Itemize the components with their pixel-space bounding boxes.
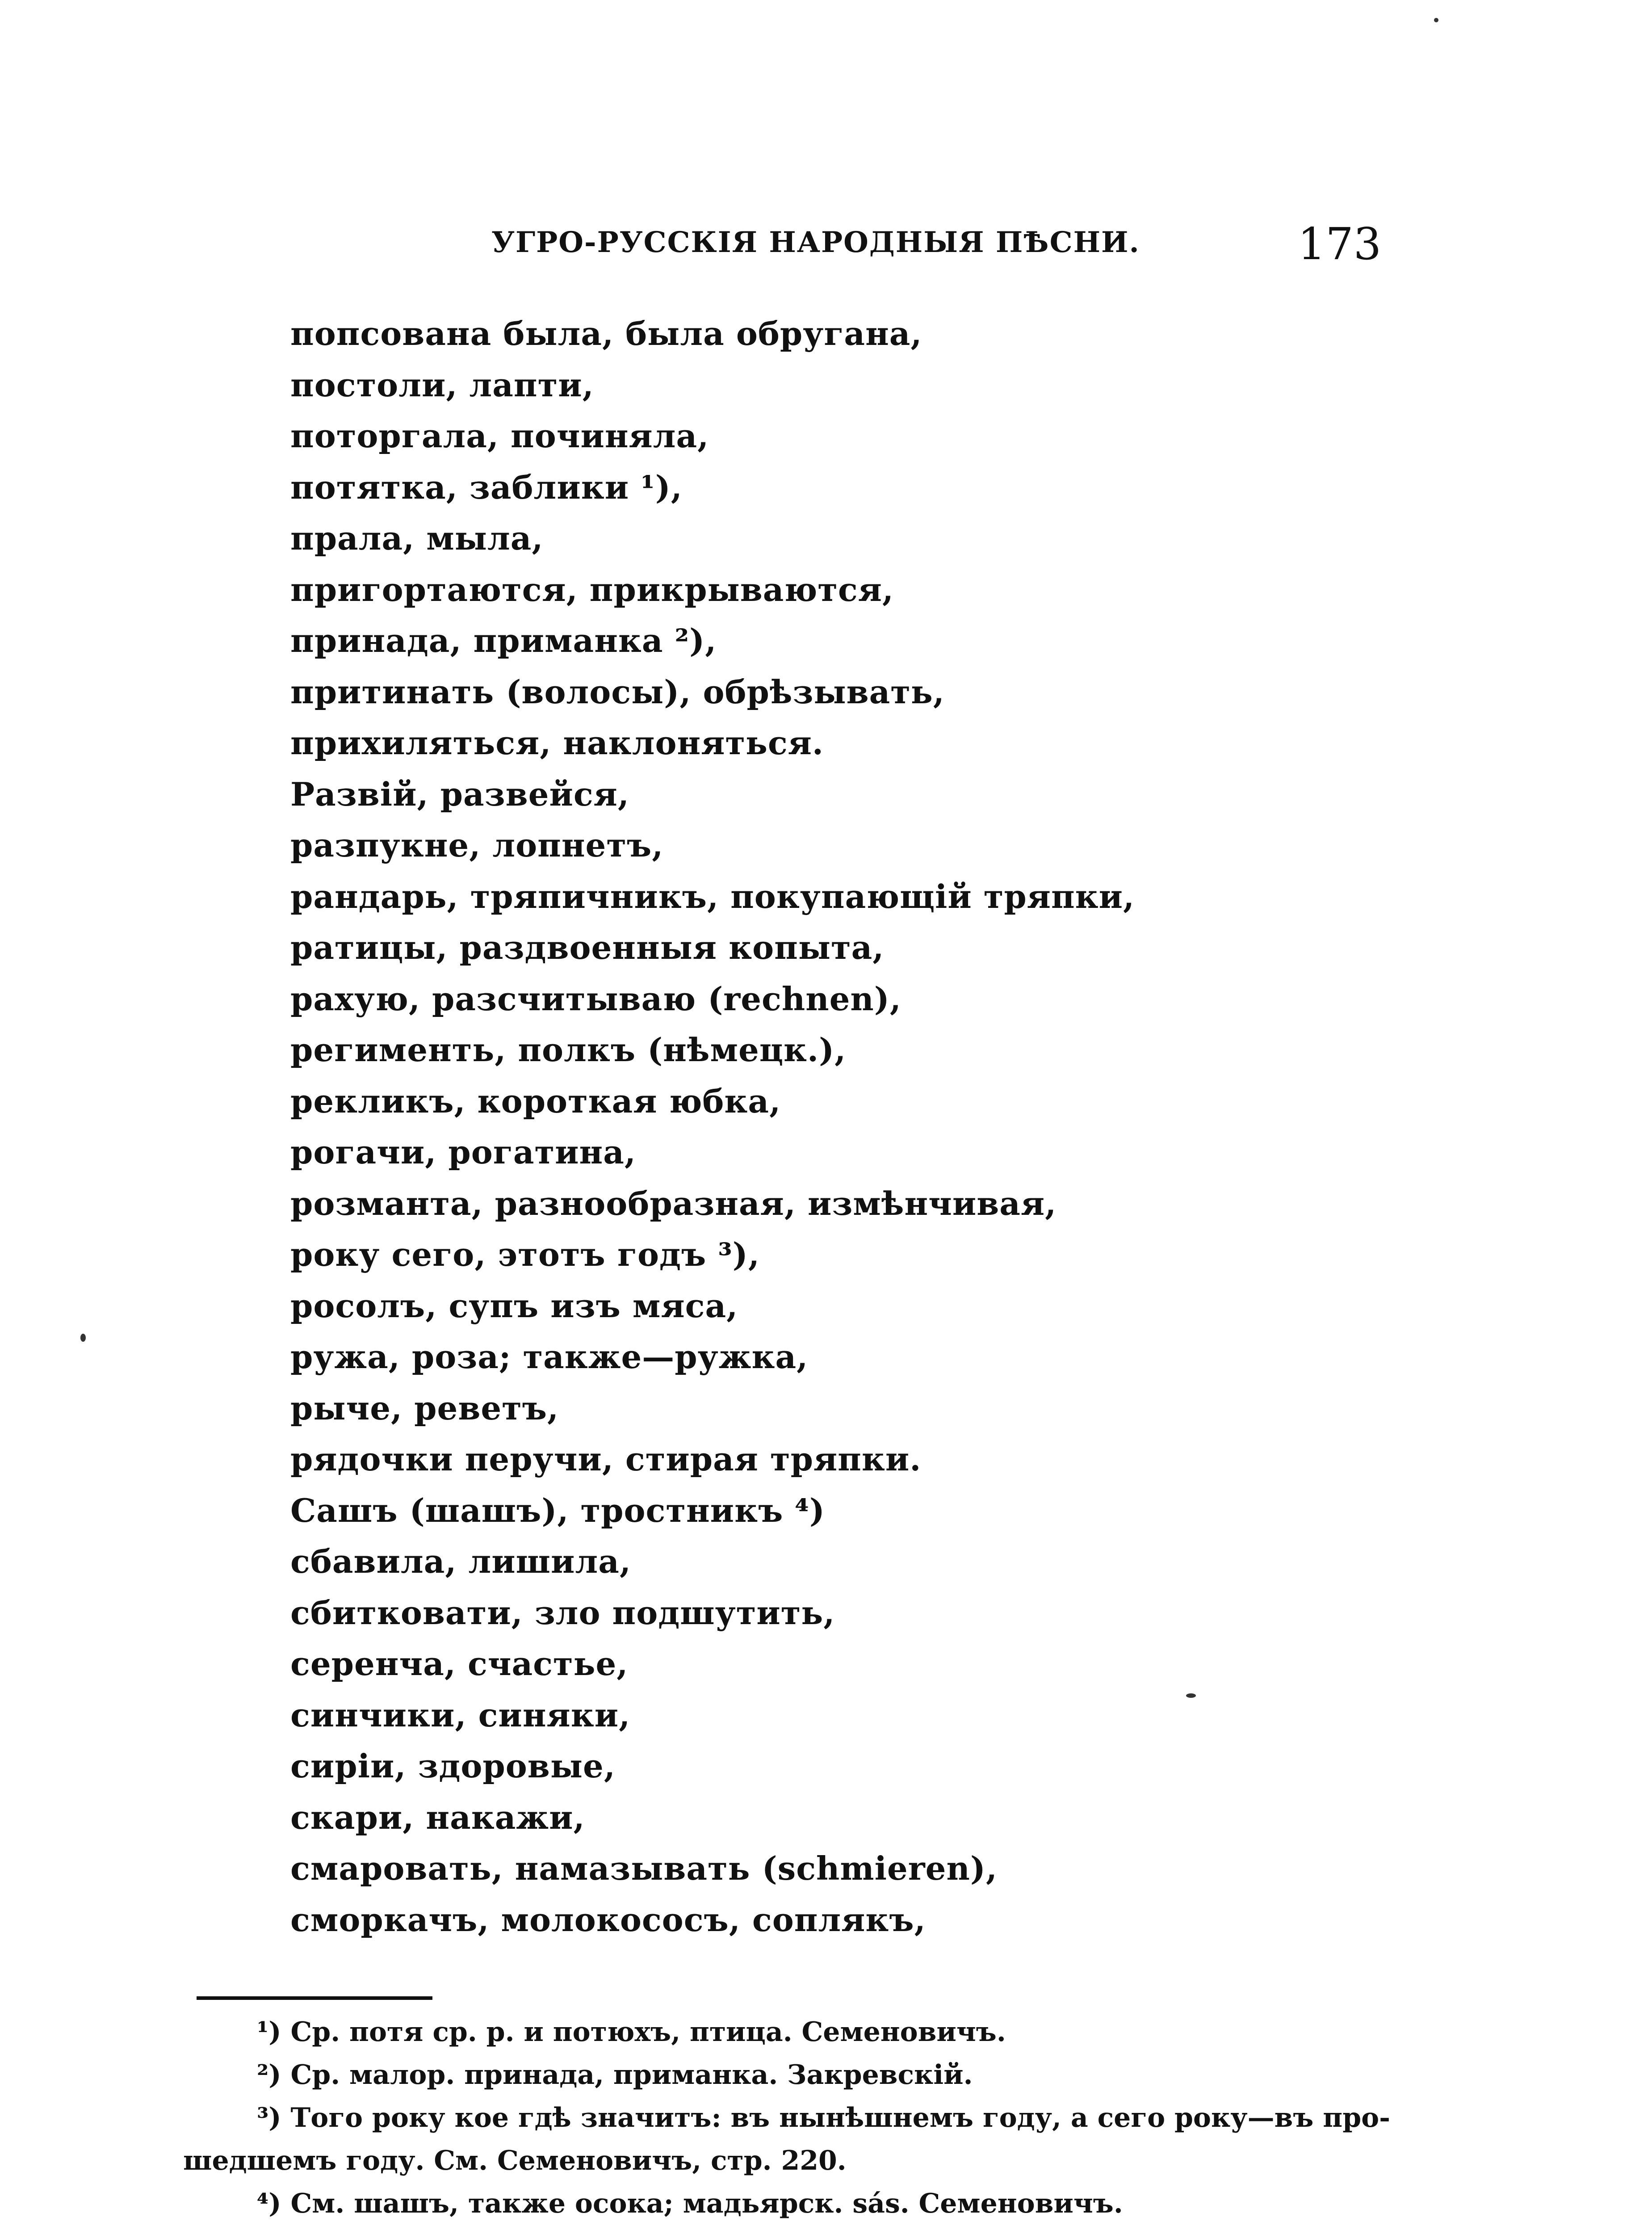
glossary-entry: рыче, реветъ, (290, 1389, 559, 1427)
page-number: 173 (1298, 219, 1382, 270)
glossary-entry: синчики, синяки, (290, 1696, 631, 1734)
glossary-entry: поторгала, починяла, (290, 417, 709, 455)
glossary-entry: Развій, развейся, (290, 775, 629, 813)
scan-speck (1186, 1693, 1196, 1698)
footnote-rule (197, 1996, 432, 2000)
glossary-entry: сбитковати, зло подшутить, (290, 1593, 835, 1632)
glossary-entry: притинать (волосы), обрѣзывать, (290, 672, 945, 711)
scan-speck (1434, 18, 1438, 22)
glossary-entry: потятка, заблики ¹), (290, 468, 683, 506)
glossary-entry: розманта, разнообразная, измѣнчивая, (290, 1184, 1057, 1222)
glossary-entry: рядочки перучи, стирая тряпки. (290, 1440, 922, 1478)
glossary-entry: ратицы, раздвоенныя копыта, (290, 928, 885, 966)
footnote-2: ²) Ср. малор. принада, приманка. Закревскій. (257, 2059, 973, 2091)
glossary-entry: сиріи, здоровые, (290, 1747, 616, 1785)
glossary-entry: смаровать, намазывать (schmieren), (290, 1849, 998, 1887)
glossary-entry: сморкачъ, молокососъ, соплякъ, (290, 1900, 926, 1939)
glossary-entry: прихиляться, наклоняться. (290, 724, 824, 762)
glossary-entry: принада, приманка ²), (290, 621, 717, 659)
glossary-entry: попсована была, была обругана, (290, 315, 922, 353)
glossary-entry: рекликъ, короткая юбка, (290, 1082, 781, 1120)
glossary-entry: сбавила, лишила, (290, 1542, 631, 1580)
glossary-entry: рандарь, тряпичникъ, покупающій тряпки, (290, 877, 1135, 915)
glossary-list (290, 308, 1363, 1945)
glossary-entry: разпукне, лопнетъ, (290, 826, 664, 864)
glossary-entry: скари, накажи, (290, 1798, 585, 1836)
footnotes (183, 2011, 1389, 2225)
glossary-entry: ружа, роза; также—ружка, (290, 1338, 809, 1376)
footnote-1: ¹) Ср. потя ср. р. и потюхъ, птица. Семеновичъ. (257, 2016, 1006, 2048)
glossary-entry: регименть, полкъ (нѣмецк.), (290, 1031, 847, 1069)
footnote-3-continuation: шедшемъ году. См. Семеновичъ, стр. 220. (183, 2145, 847, 2176)
glossary-entry: пригортаются, прикрываются, (290, 570, 894, 609)
glossary-entry: Сашъ (шашъ), тростникъ ⁴) (290, 1491, 825, 1529)
glossary-entry: росолъ, супъ изъ мяса, (290, 1286, 738, 1325)
glossary-entry: серенча, счастье, (290, 1645, 629, 1683)
footnote-3: ³) Того року кое гдѣ значитъ: въ нынѣшнемъ году, а сего року—въ про- (257, 2102, 1391, 2133)
glossary-entry: рогачи, рогатина, (290, 1133, 636, 1171)
glossary-entry: року сего, этотъ годъ ³), (290, 1235, 760, 1273)
glossary-entry: рахую, разсчитываю (rechnen), (290, 979, 901, 1018)
glossary-entry: постоли, лапти, (290, 365, 594, 404)
footnote-4: ⁴) См. шашъ, также осока; мадьярск. sás. Семеновичъ. (257, 2188, 1123, 2219)
scan-speck (80, 1334, 86, 1342)
glossary-entry: прала, мыла, (290, 519, 544, 557)
running-head: УГРО-РУССКІЯ НАРОДНЫЯ ПѢСНИ. (491, 226, 1140, 259)
